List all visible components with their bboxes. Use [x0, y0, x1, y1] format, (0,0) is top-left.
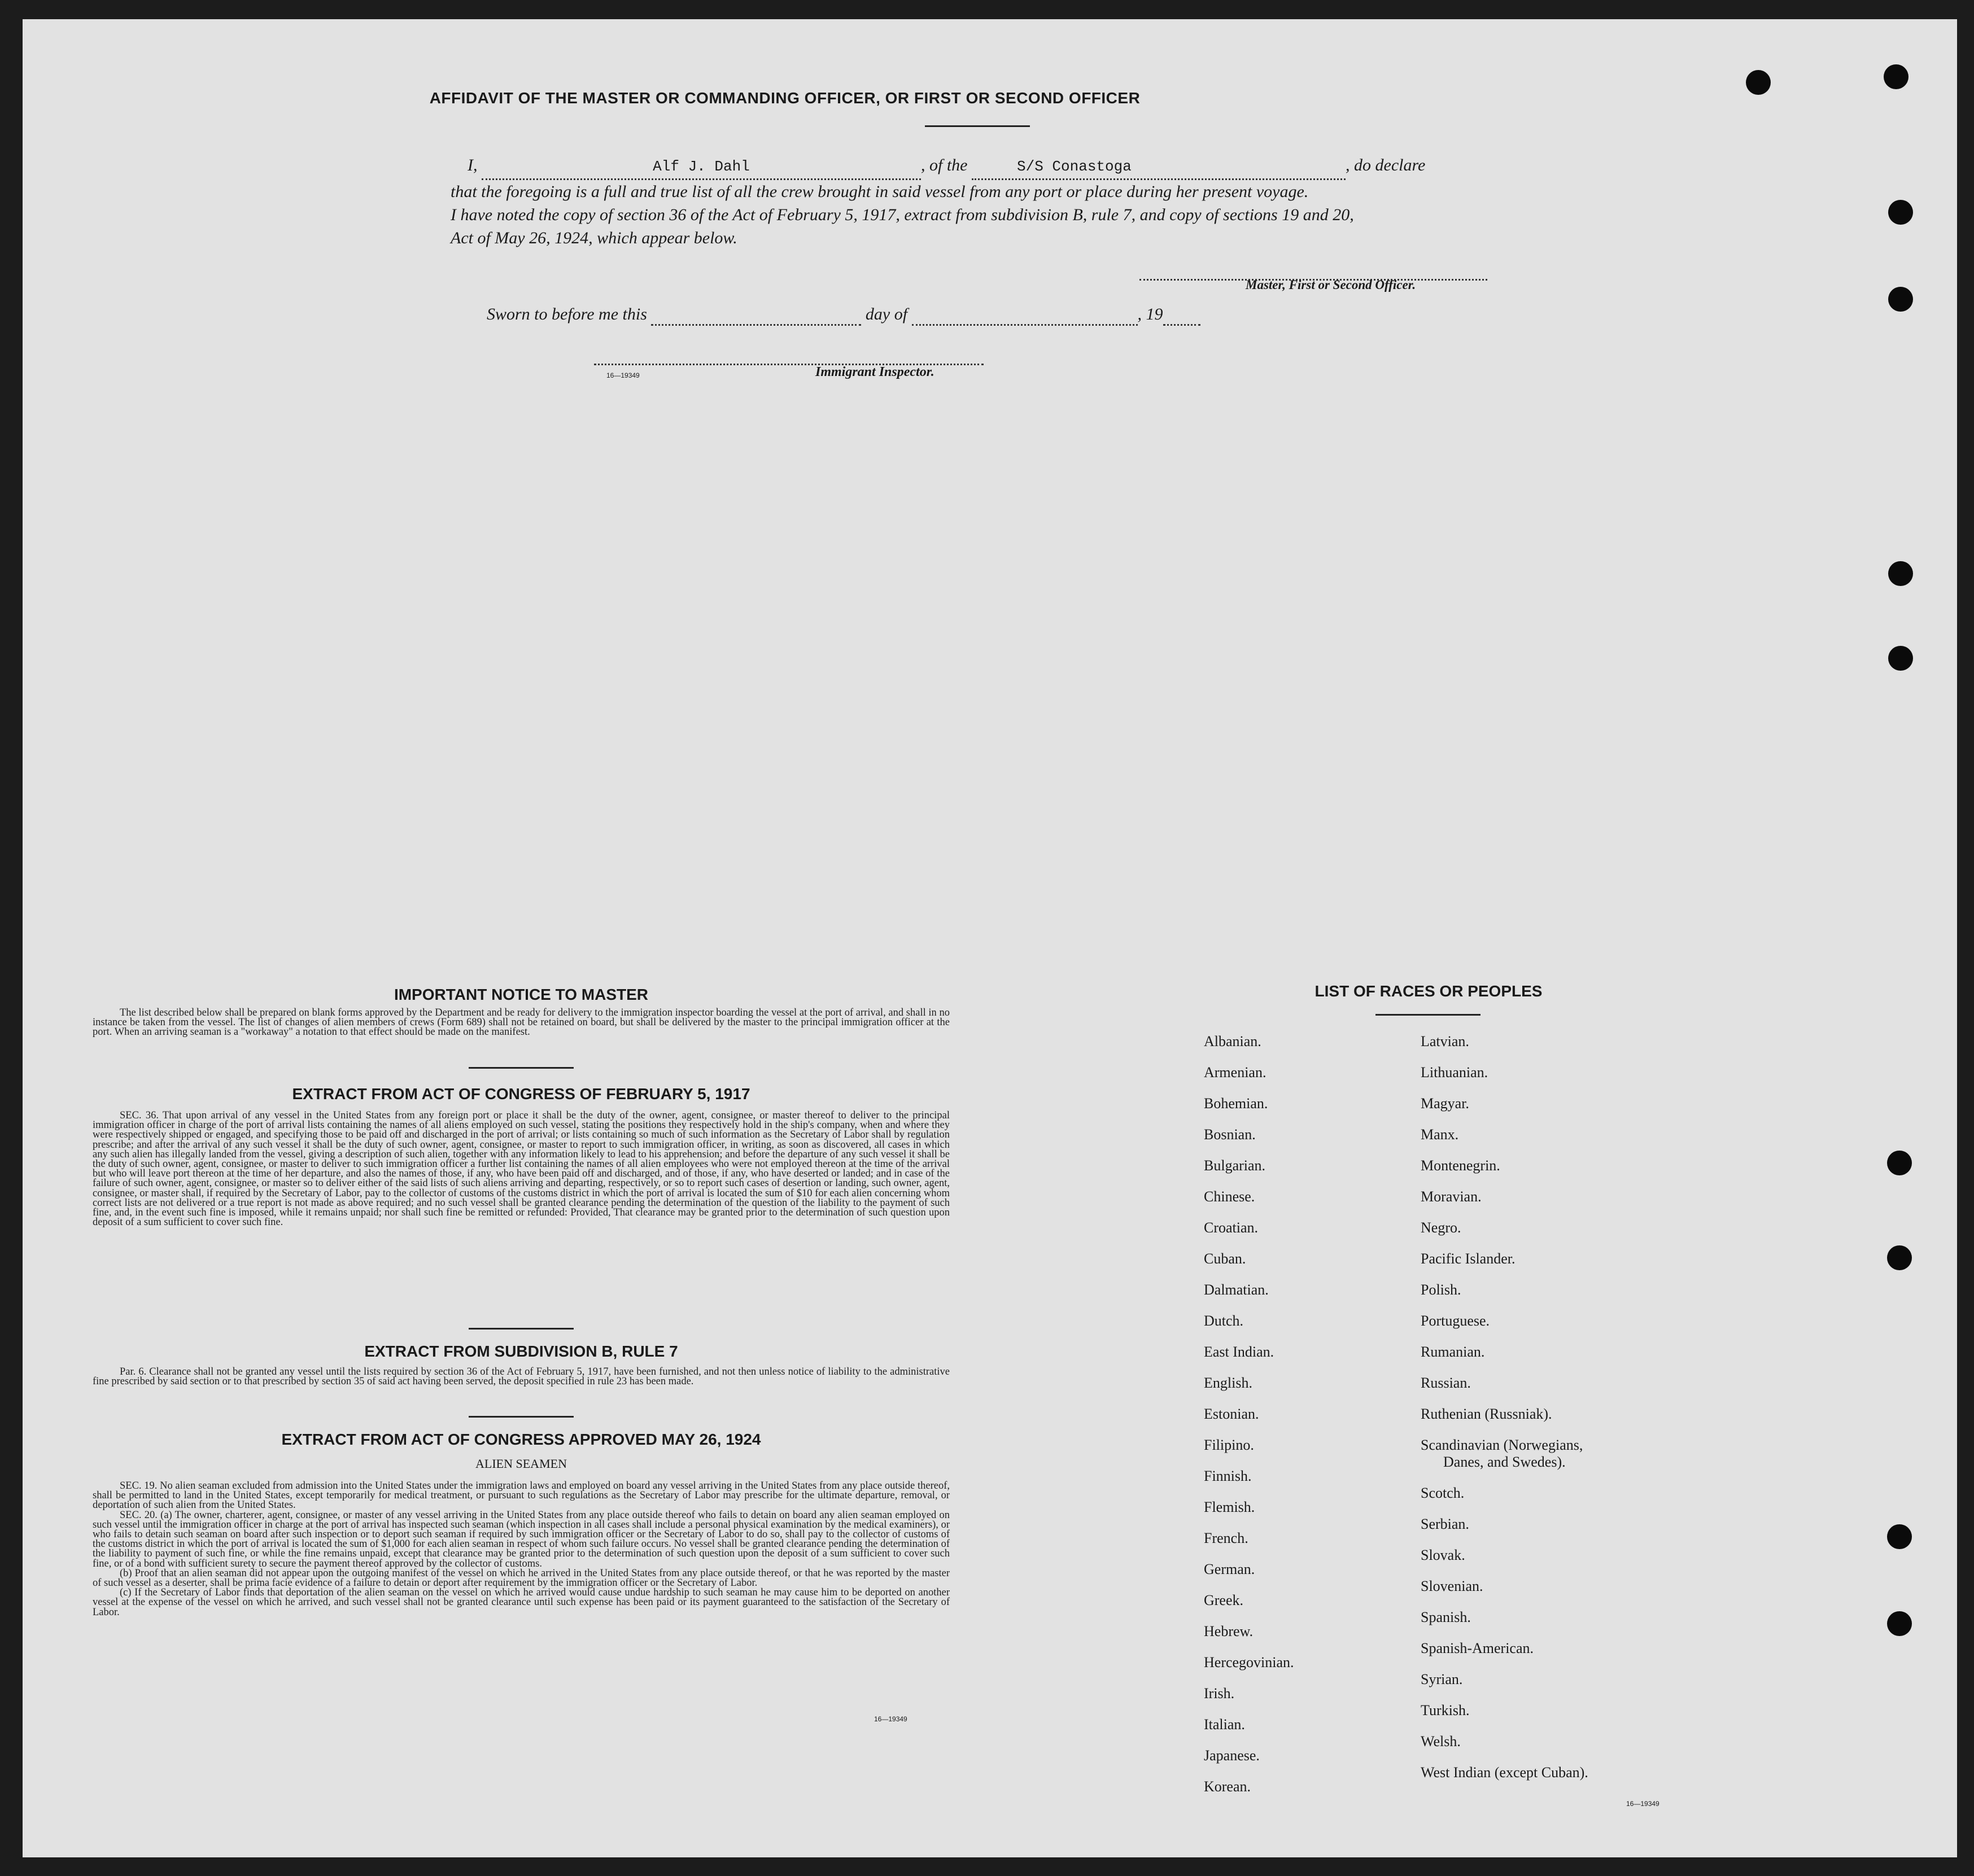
- section-20c: (c) If the Secretary of Labor finds that deportation of the alien seaman on the vessel on which he arrived would cause undue hardship to such seaman he may cause him to be deported on another vessel at the expense of the vessel on which he arrived, and such vessel shall not be granted clearance until such expense has been paid or its payment guaranteed to the satisfaction of the Secretary of Labor.: [93, 1587, 950, 1618]
- punch-hole: [1884, 64, 1909, 89]
- affidavit-line-4: Act of May 26, 1924, which appear below.: [451, 229, 737, 247]
- form-code: 16—19349: [606, 371, 640, 379]
- punch-hole: [1888, 200, 1913, 225]
- races-column-2: [1421, 1033, 1588, 1795]
- form-code: 16—19349: [874, 1715, 907, 1723]
- race-item: Bosnian.: [1204, 1126, 1256, 1143]
- sworn-label: Sworn to before me this: [487, 305, 647, 323]
- act-1924-text: [93, 1481, 950, 1617]
- race-item: Scotch.: [1421, 1485, 1465, 1501]
- race-item: Filipino.: [1204, 1437, 1254, 1453]
- race-item: Negro.: [1421, 1219, 1461, 1236]
- punch-hole: [1887, 1245, 1912, 1270]
- sworn-day-field[interactable]: [651, 305, 861, 326]
- race-item: Ruthenian (Russniak).: [1421, 1406, 1552, 1422]
- act-1924-subtitle: ALIEN SEAMEN: [475, 1457, 567, 1471]
- race-item: Irish.: [1204, 1685, 1235, 1702]
- race-item: Slovenian.: [1421, 1578, 1483, 1594]
- race-item: Flemish.: [1204, 1499, 1255, 1515]
- of-the-label: , of the: [921, 156, 968, 174]
- affidavit-line-3: I have noted the copy of section 36 of the Act of February 5, 1917, extract from subdivision B, rule 7, and copy of sections 19 and 20,: [451, 205, 1354, 224]
- race-item: Russian.: [1421, 1375, 1471, 1391]
- race-item: English.: [1204, 1375, 1252, 1391]
- affidavit-line-2: that the foregoing is a full and true list of all the crew brought in said vessel from any port or place during her present voyage.: [451, 182, 1309, 201]
- punch-hole: [1746, 70, 1771, 95]
- subdivision-text: [93, 1367, 950, 1387]
- race-item: West Indian (except Cuban).: [1421, 1764, 1588, 1781]
- section-20a: SEC. 20. (a) The owner, charterer, agent, consignee, or master of any vessel arriving in the United States from any place outside thereof who fails to detain on board any alien seaman employed on such vessel until the immigration officer in charge at the port of arrival has inspected such seaman (which inspection in all cases shall include a personal physical examination by the medical examiners), or who fails to detain such seaman on board after such inspection or to deport such seaman if required by such immigration officer or the Secretary of Labor to do so, shall pay to the collector of customs of the customs district in which the port of arrival is located the sum of $1,000 for each alien seaman in respect of whom such failure occurs. No vessel shall be granted clearance pending the determination of the liability to payment of such fine, or while the fine remains unpaid, except that clearance may be granted prior to the determination of such question upon the deposit of a sum sufficient to cover such fine, or of a bond with sufficient surety to secure the payment thereof approved by the collector of customs.: [93, 1509, 950, 1569]
- affidavit-statement: [451, 154, 1544, 250]
- declarant-name-field[interactable]: [482, 155, 921, 180]
- race-item: Albanian.: [1204, 1033, 1261, 1049]
- race-item: Spanish.: [1421, 1609, 1471, 1625]
- sworn-year-field[interactable]: [1163, 305, 1200, 326]
- signature-caption: Master, First or Second Officer.: [1246, 278, 1416, 292]
- notice-paragraph: The list described below shall be prepared on blank forms approved by the Department and be ready for delivery to the immigration inspector boarding the vessel at the port of arrival, and shall in no instance be taken from the vessel. The list of changes of alien members of crews (Form 689) shall not be retained on board, but shall be delivered by the master to the principal immigration officer at the port. When an arriving seaman is a "workaway" a notation to that effect should be made on the manifest.: [93, 1007, 950, 1038]
- race-item: Syrian.: [1421, 1671, 1463, 1687]
- race-item: Danes, and Swedes).: [1443, 1454, 1566, 1470]
- act-1924-title: EXTRACT FROM ACT OF CONGRESS APPROVED MAY 26, 1924: [281, 1431, 761, 1448]
- act-1917-title: EXTRACT FROM ACT OF CONGRESS OF FEBRUARY 5, 1917: [292, 1085, 750, 1103]
- notice-title: IMPORTANT NOTICE TO MASTER: [394, 986, 649, 1003]
- divider: [1375, 1014, 1480, 1016]
- sworn-line: [487, 305, 1200, 326]
- sworn-month-field[interactable]: [912, 305, 1138, 326]
- race-item: Bulgarian.: [1204, 1157, 1266, 1174]
- race-item: Greek.: [1204, 1592, 1244, 1608]
- act-1917-text: [93, 1111, 950, 1227]
- race-item: Cuban.: [1204, 1250, 1246, 1267]
- race-item: German.: [1204, 1561, 1255, 1577]
- section-20b: (b) Proof that an alien seaman did not appear upon the outgoing manifest of the vessel on which he arrived in the United States from any place outside thereof, or that he was reported by the master of such vessel as a deserter, shall be prima facie evidence of a failure to detain or deport after requirement by the immigration officer or the Secretary of Labor.: [93, 1567, 950, 1589]
- race-item: Armenian.: [1204, 1064, 1266, 1081]
- declare-label: , do declare: [1346, 156, 1426, 174]
- vessel-name-field[interactable]: [972, 155, 1346, 180]
- race-item: Moravian.: [1421, 1188, 1482, 1205]
- race-item: Hercegovinian.: [1204, 1654, 1294, 1671]
- races-column-1: [1204, 1033, 1294, 1809]
- race-item: Scandinavian (Norwegians,: [1421, 1437, 1583, 1453]
- form-page: [23, 19, 1957, 1857]
- inspector-caption: Immigrant Inspector.: [815, 365, 934, 379]
- subdivision-paragraph: Par. 6. Clearance shall not be granted any vessel until the lists required by section 36 of the Act of February 5, 1917, have been furnished, and not then unless notice of liability to the administrative fine prescribed by said section or to that prescribed by section 35 of said act having been served, the deposit specified in rule 23 has been made.: [93, 1366, 950, 1388]
- race-item: Hebrew.: [1204, 1623, 1254, 1639]
- race-item: Montenegrin.: [1421, 1157, 1500, 1174]
- race-item: East Indian.: [1204, 1344, 1274, 1360]
- divider: [469, 1328, 574, 1330]
- punch-hole: [1887, 1611, 1912, 1636]
- race-item: Polish.: [1421, 1282, 1461, 1298]
- punch-hole: [1887, 1151, 1912, 1175]
- affidavit-title: AFFIDAVIT OF THE MASTER OR COMMANDING OFFICER, OR FIRST OR SECOND OFFICER: [429, 89, 1141, 107]
- race-item: Estonian.: [1204, 1406, 1259, 1422]
- race-item: Bohemian.: [1204, 1095, 1268, 1112]
- punch-hole: [1888, 646, 1913, 671]
- declarant-name: Alf J. Dahl: [653, 158, 750, 175]
- divider: [925, 125, 1030, 127]
- race-item: Croatian.: [1204, 1219, 1259, 1236]
- subdivision-title: EXTRACT FROM SUBDIVISION B, RULE 7: [364, 1343, 678, 1360]
- day-of-label: day of: [865, 305, 908, 323]
- race-item: Manx.: [1421, 1126, 1459, 1143]
- race-item: Finnish.: [1204, 1468, 1252, 1484]
- races-title: LIST OF RACES OR PEOPLES: [1314, 982, 1543, 1000]
- race-item: French.: [1204, 1530, 1248, 1546]
- declarant-label: I,: [468, 156, 478, 174]
- notice-text: [93, 1008, 950, 1038]
- race-item: Magyar.: [1421, 1095, 1469, 1112]
- race-item: Japanese.: [1204, 1747, 1260, 1764]
- form-code: 16—19349: [1626, 1800, 1659, 1808]
- race-item: Welsh.: [1421, 1733, 1461, 1750]
- punch-hole: [1888, 287, 1913, 312]
- vessel-name: S/S Conastoga: [1017, 158, 1132, 175]
- race-item: Chinese.: [1204, 1188, 1255, 1205]
- race-item: Dutch.: [1204, 1313, 1244, 1329]
- race-item: Korean.: [1204, 1778, 1251, 1795]
- race-item: Italian.: [1204, 1716, 1245, 1733]
- race-item: Portuguese.: [1421, 1313, 1490, 1329]
- divider: [469, 1067, 574, 1069]
- race-item: Slovak.: [1421, 1547, 1465, 1563]
- race-item: Serbian.: [1421, 1516, 1469, 1532]
- race-item: Rumanian.: [1421, 1344, 1485, 1360]
- race-item: Pacific Islander.: [1421, 1250, 1516, 1267]
- race-item: Turkish.: [1421, 1702, 1470, 1718]
- punch-hole: [1888, 561, 1913, 586]
- race-item: Dalmatian.: [1204, 1282, 1269, 1298]
- section-19: SEC. 19. No alien seaman excluded from admission into the United States under the immigration laws and employed on board any vessel arriving in the United States from any place outside thereof, shall be permitted to land in the United States, except temporarily for medical treatment, or pursuant to such regulations as the Secretary of Labor may prescribe for the ultimate departure, removal, or deportation of such alien from the United States.: [93, 1480, 950, 1511]
- punch-hole: [1887, 1524, 1912, 1549]
- race-item: Lithuanian.: [1421, 1064, 1488, 1081]
- year-prefix: , 19: [1137, 305, 1163, 323]
- race-item: Spanish-American.: [1421, 1640, 1534, 1656]
- act-1917-paragraph: SEC. 36. That upon arrival of any vessel in the United States from any foreign port or place it shall be the duty of the owner, agent, consignee, or master thereof to deliver to the principal immigration officer in charge of the port of arrival lists containing the names of all aliens employed on such vessel, stating the positions they respectively hold in the ship's company, when and where they were respectively shipped or engaged, and specifying those to be paid off and discharged in the port of arrival; or lists containing so much of such information as the Secretary of Labor shall by regulation prescribe; and after the arrival of any such vessel it shall be the duty of such owner, agent, consignee, or master to report to such immigration officer, in writing, as soon as discovered, all cases in which any such alien has illegally landed from the vessel, giving a description of such alien, together with any information likely to lead to his apprehension; and before the departure of any such vessel it shall be the duty of such owner, agent, consignee, or master to deliver to such immigration officer a further list containing the names of all alien employees who were not employed thereon at the time of the arrival but who will leave port thereon at the time of her departure, and also the names of those, if any, who have been paid off and discharged, and of those, if any, who have deserted or landed; and in case of the failure of such owner, agent, consignee, or master so to deliver either of the said lists of such aliens arriving and departing, respectively, or so to report such cases of desertion or landing, such owner, agent, consignee, or master shall, if required by the Secretary of Labor, pay to the collector of customs of the customs district in which the port of arrival is located the sum of $10 for each alien concerning whom correct lists are not delivered or a true report is not made as above required; and no such vessel shall be granted clearance pending the determination of the question of the liability to the payment of such fine, and, in the event such fine is imposed, while it remains unpaid; nor shall such fine be remitted or refunded: Provided, That clearance may be granted prior to the determination of such question upon deposit of a sum sufficient to cover such fine.: [93, 1110, 950, 1228]
- divider: [469, 1416, 574, 1418]
- race-item: Latvian.: [1421, 1033, 1469, 1049]
